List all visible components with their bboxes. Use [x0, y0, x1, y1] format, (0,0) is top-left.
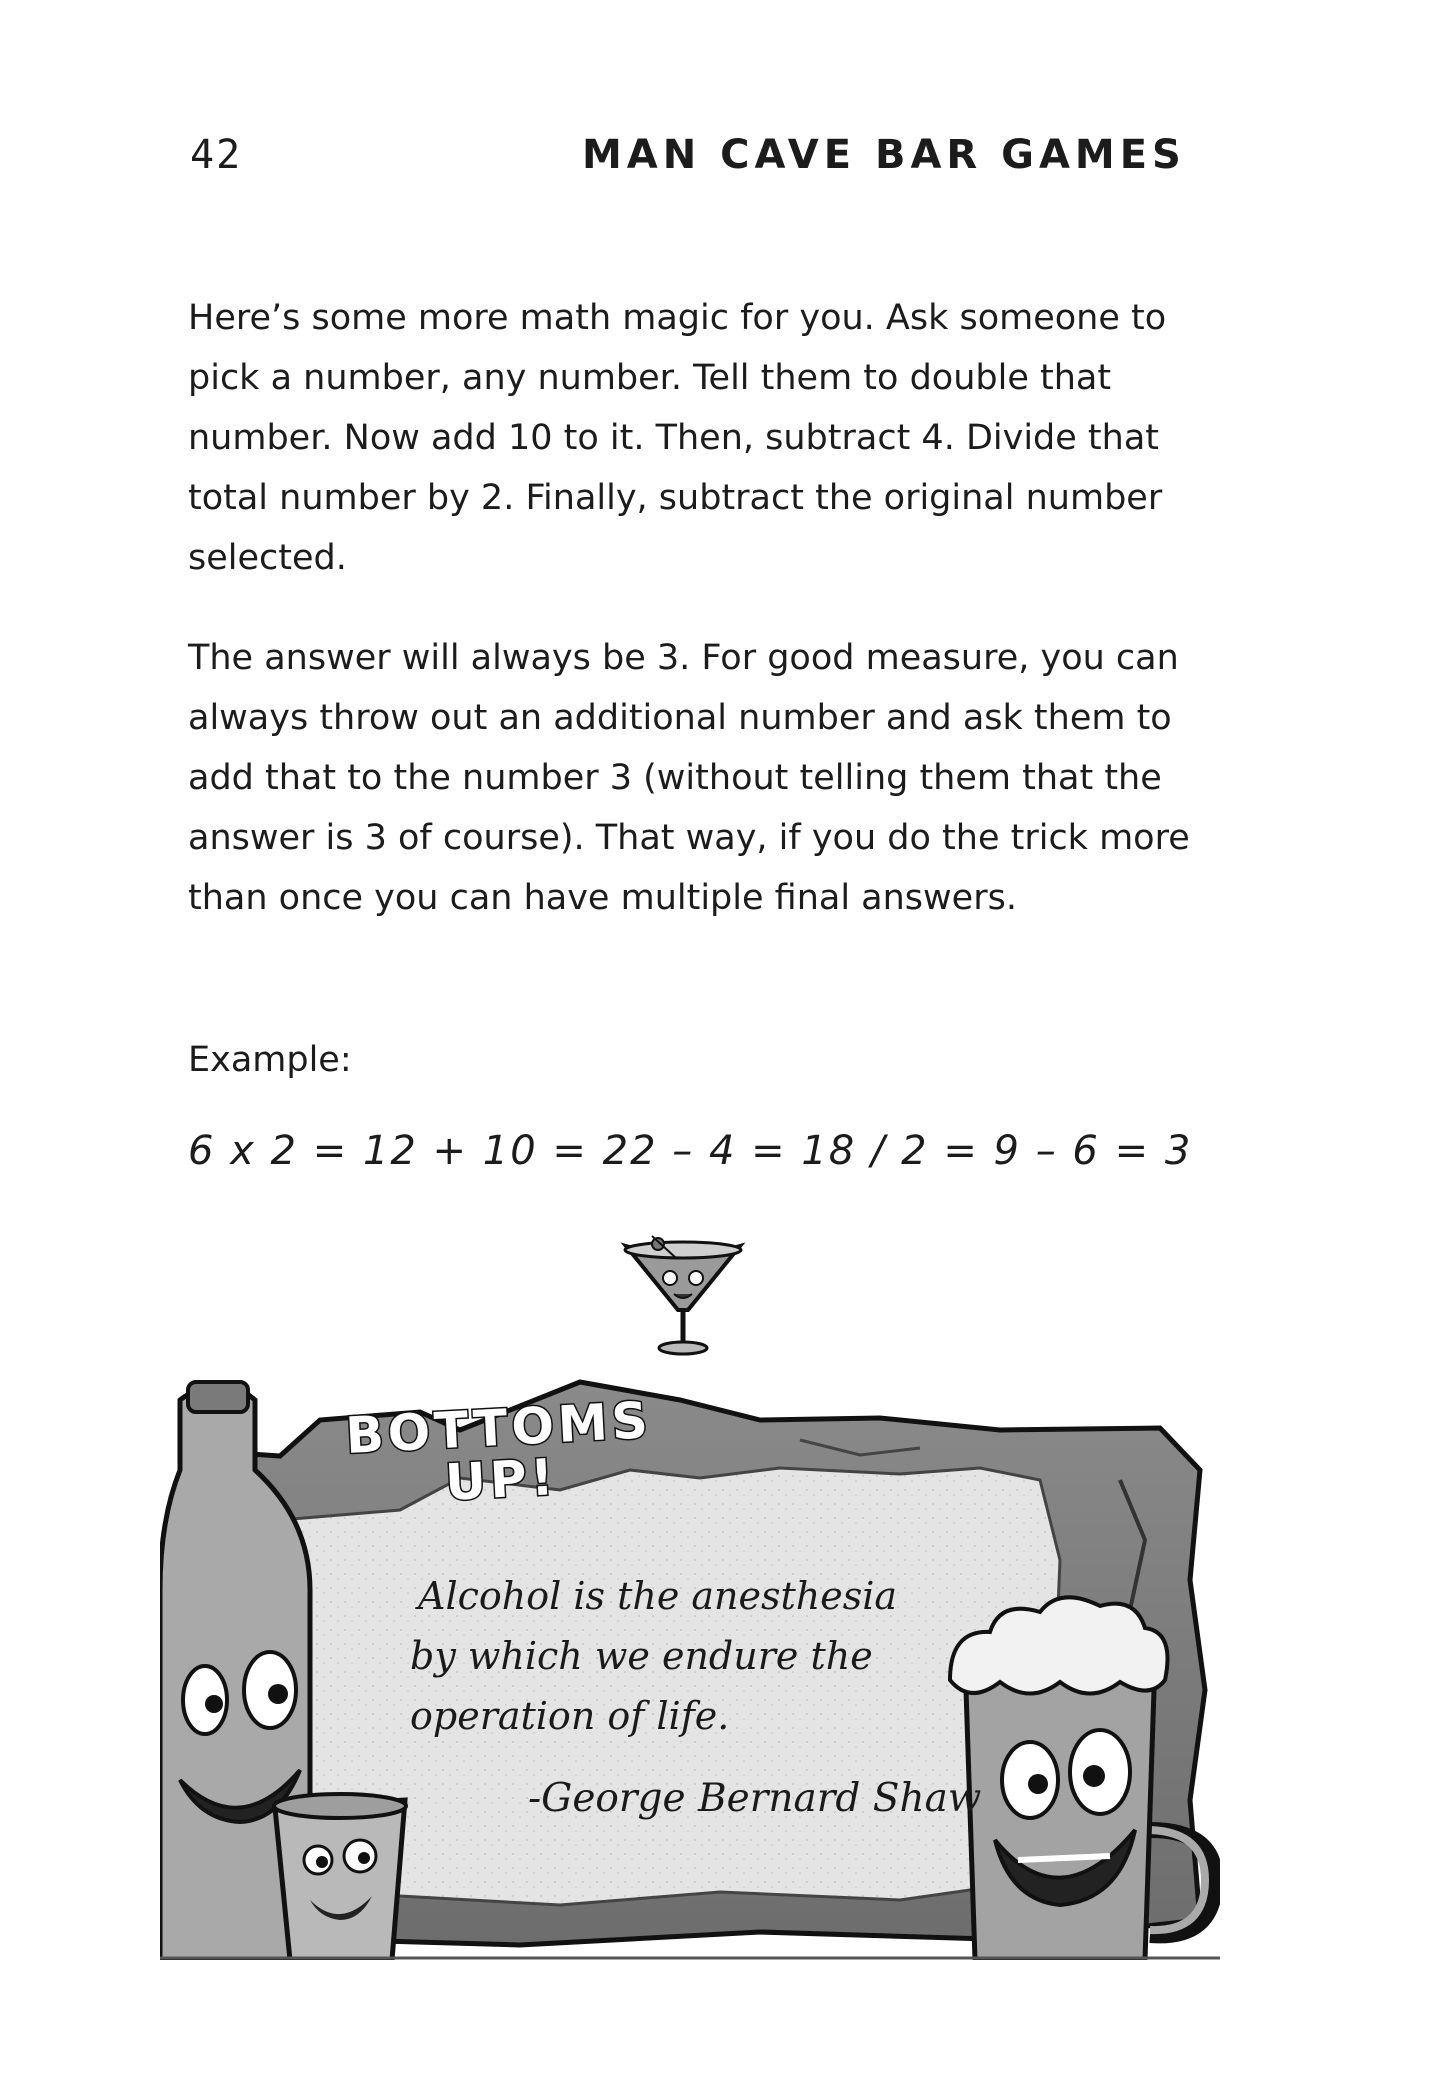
paragraph-answer: The answer will always be 3. For good measure, you can always throw out an additional number and ask them to add that to the number 3 (without telling them that the answer is 3 of course). That way, if you do the trick more than once you can have multiple final answers. [188, 638, 1190, 918]
banner-line-2: UP! [443, 1448, 559, 1512]
banner-line-1: BOTTOMS [344, 1391, 654, 1466]
paragraph-math-trick: Here’s some more math magic for you. Ask someone to pick a number, any number. Tell them to double that number. Now add 10 to it. Then, subtract 4. Divide that total number by 2. Finally, subtract the original number selected. [188, 298, 1167, 578]
running-head: MAN CAVE BAR GAMES [582, 132, 1186, 178]
page-number: 42 [190, 132, 243, 178]
quote-line-1: Alcohol is the anesthesia [418, 1574, 898, 1618]
quote-line-3: operation of life. [410, 1694, 730, 1738]
quote-line-2: by which we endure the [410, 1634, 873, 1678]
example-label: Example: [188, 1040, 352, 1080]
shot-glass-character [274, 1794, 406, 1960]
example-equation: 6 x 2 = 12 + 10 = 22 – 4 = 18 / 2 = 9 – 6 = 3 [188, 1128, 1193, 1174]
bottoms-up-banner [337, 1391, 662, 1515]
quote-attribution: -George Bernard Shaw [528, 1776, 982, 1821]
martini-glass-icon [618, 1232, 748, 1362]
